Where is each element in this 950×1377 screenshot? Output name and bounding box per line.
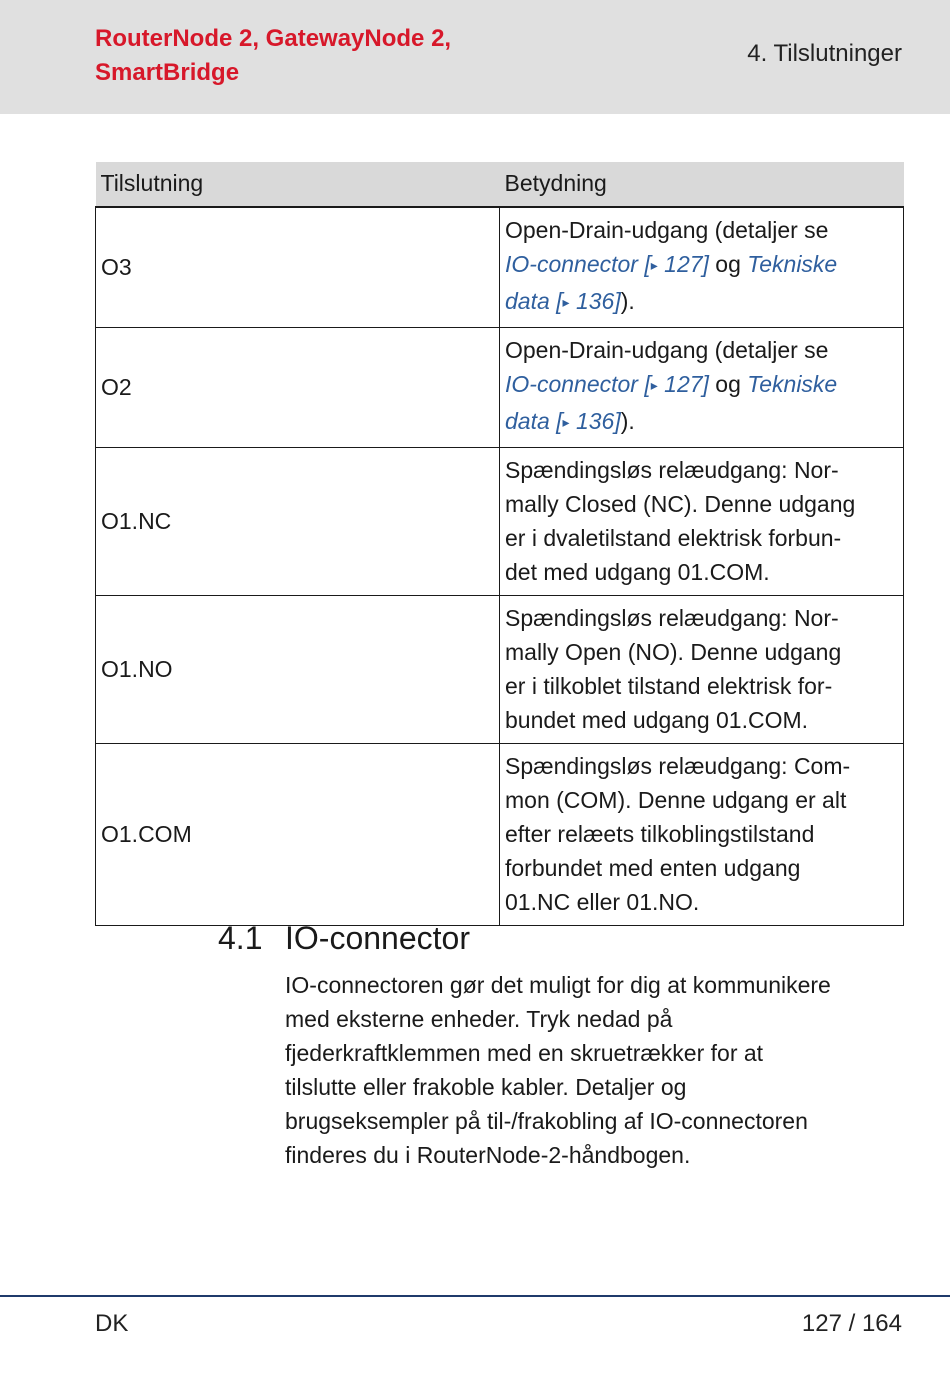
body-line: fjederkraftklemmen med en skruetrækker for at xyxy=(285,1040,764,1066)
right-triangle-icon: ▸ xyxy=(562,414,570,430)
meaning-line: Spændingsløs relæudgang: Nor- xyxy=(505,457,839,483)
meaning-cell xyxy=(500,744,904,926)
technical-data-link[interactable] xyxy=(505,408,621,434)
meaning-line: efter relæets tilkoblingstilstand xyxy=(505,821,815,847)
column-header-meaning: Betydning xyxy=(500,162,904,207)
technical-data-link-part1[interactable]: Tekniske xyxy=(747,251,838,277)
io-connector-link[interactable] xyxy=(505,251,709,277)
table-header-row xyxy=(96,162,904,207)
section-number: 4.1 xyxy=(218,920,263,956)
io-connector-link[interactable] xyxy=(505,371,709,397)
footer-language: DK xyxy=(95,1310,129,1337)
technical-data-link-part1[interactable]: Tekniske xyxy=(747,371,838,397)
link-page: 127] xyxy=(657,251,709,277)
meaning-line: 01.NC eller 01.NO. xyxy=(505,889,700,915)
footer-divider xyxy=(0,1295,950,1297)
link-page: 136] xyxy=(569,408,621,434)
connection-cell: O1.NC xyxy=(96,448,500,596)
table-row xyxy=(96,328,904,448)
table-row xyxy=(96,448,904,596)
connections-table xyxy=(95,162,904,926)
document-title xyxy=(95,22,515,90)
body-line: tilslutte eller frakoble kabler. Detaljer og xyxy=(285,1074,687,1100)
table-row xyxy=(96,596,904,744)
connection-cell: O1.COM xyxy=(96,744,500,926)
link-page: 136] xyxy=(569,288,621,314)
table-row xyxy=(96,207,904,328)
connector-word: og xyxy=(708,371,748,397)
section-title: IO-connector xyxy=(285,920,470,956)
meaning-line: Spændingsløs relæudgang: Nor- xyxy=(505,605,839,631)
meaning-cell xyxy=(500,596,904,744)
link-page: 127] xyxy=(657,371,709,397)
meaning-line: mally Open (NO). Denne udgang xyxy=(505,639,842,665)
link-text: IO-connector [ xyxy=(505,251,651,277)
document-title-line-2: SmartBridge xyxy=(95,59,240,86)
connection-cell: O3 xyxy=(96,207,500,328)
meaning-line: er i tilkoblet tilstand elektrisk for- xyxy=(505,673,833,699)
right-triangle-icon: ▸ xyxy=(650,377,658,393)
meaning-cell xyxy=(500,448,904,596)
technical-data-link[interactable] xyxy=(505,288,621,314)
meaning-line: forbundet med enten udgang xyxy=(505,855,801,881)
closing-text: ). xyxy=(620,288,635,314)
meaning-line: det med udgang 01.COM. xyxy=(505,559,770,585)
meaning-line: er i dvaletilstand elektrisk forbun- xyxy=(505,525,842,551)
right-triangle-icon: ▸ xyxy=(562,294,570,310)
page-header xyxy=(0,0,950,114)
right-triangle-icon: ▸ xyxy=(650,257,658,273)
body-line: med eksterne enheder. Tryk nedad på xyxy=(285,1006,673,1032)
body-line: brugseksempler på til-/frakobling af IO-connectoren xyxy=(285,1108,808,1134)
page-number: 127 / 164 xyxy=(801,1310,902,1337)
column-header-connection: Tilslutning xyxy=(96,162,500,207)
meaning-line: Spændingsløs relæudgang: Com- xyxy=(505,753,851,779)
link-text: IO-connector [ xyxy=(505,371,651,397)
link-text: data [ xyxy=(505,408,563,434)
connection-cell: O2 xyxy=(96,328,500,448)
meaning-line: mon (COM). Denne udgang er alt xyxy=(505,787,847,813)
meaning-line: mally Closed (NC). Denne udgang xyxy=(505,491,856,517)
chapter-label: 4. Tilslutninger xyxy=(747,40,902,67)
document-title-line-1: RouterNode 2, GatewayNode 2, xyxy=(95,25,452,52)
connector-word: og xyxy=(708,251,748,277)
section-body xyxy=(285,968,905,1172)
body-line: finderes du i RouterNode-2-håndbogen. xyxy=(285,1142,691,1168)
meaning-line: bundet med udgang 01.COM. xyxy=(505,707,809,733)
connection-cell: O1.NO xyxy=(96,596,500,744)
closing-text: ). xyxy=(620,408,635,434)
table-row xyxy=(96,744,904,926)
meaning-text: Open-Drain-udgang (detaljer se xyxy=(505,337,829,363)
meaning-cell xyxy=(500,207,904,328)
link-text: data [ xyxy=(505,288,563,314)
body-line: IO-connectoren gør det muligt for dig at kommunikere xyxy=(285,972,831,998)
meaning-text: Open-Drain-udgang (detaljer se xyxy=(505,217,829,243)
meaning-cell xyxy=(500,328,904,448)
